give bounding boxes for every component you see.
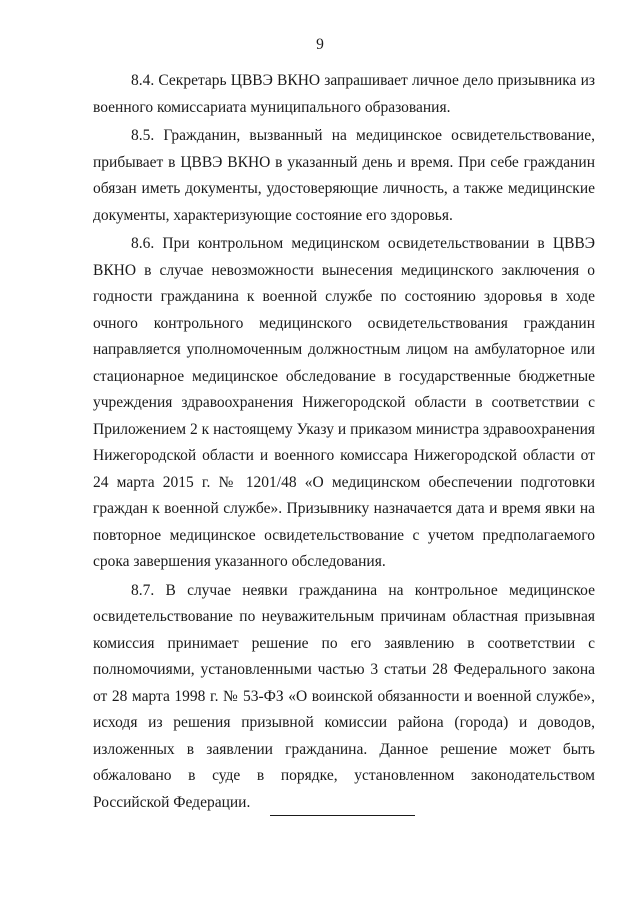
paragraph-8-4: 8.4. Секретарь ЦВВЭ ВКНО запрашивает личное дело призывника из военного комиссариата муниципального образования. (93, 72, 595, 116)
page-number: 9 (316, 36, 324, 53)
paragraph-8-7: 8.7. В случае неявки гражданина на контрольное медицинское освидетельствование по неуважительным причинам областная призывная комиссия принимает решение по его заявлению в соответствии с полномочиями, установленными частью 3 статьи 28 Федерального закона от 28 марта 1998 г. № 53-ФЗ «О воинской обязанности и военной службе», исходя из решения призывной комиссии района (города) и доводов, изложенных в заявлении гражданина. Данное решение может быть обжаловано в суде в порядке, установленном законодательством Российской Федерации. (93, 581, 595, 811)
paragraph-8-5: 8.5. Гражданин, вызванный на медицинское освидетельствование, прибывает в ЦВВЭ ВКНО в указанный день и время. При себе гражданин обязан иметь документы, удостоверяющие личность, а также медицинские документы, характеризующие состояние его здоровья. (93, 127, 595, 224)
closing-rule (270, 815, 415, 816)
document-body (93, 68, 595, 818)
paragraph-8-6: 8.6. При контрольном медицинском освидетельствовании в ЦВВЭ ВКНО в случае невозможности вынесения медицинского заключения о годности гражданина к военной службе по состоянию здоровья в ходе очного контрольного медицинского освидетельствования гражданин направляется уполномоченным должностным лицом на амбулаторное или стационарное медицинское обследование в государственные бюджетные учреждения здравоохранения Нижегородской области в соответствии с Приложением 2 к настоящему Указу и приказом министра здравоохранения Нижегородской области и военного комиссара Нижегородской области от 24 марта 2015 г. № 1201/48 «О медицинском обеспечении подготовки граждан к военной службе». Призывнику назначается дата и время явки на повторное медицинское освидетельствование с учетом предполагаемого срока завершения указанного обследования. (93, 235, 595, 570)
